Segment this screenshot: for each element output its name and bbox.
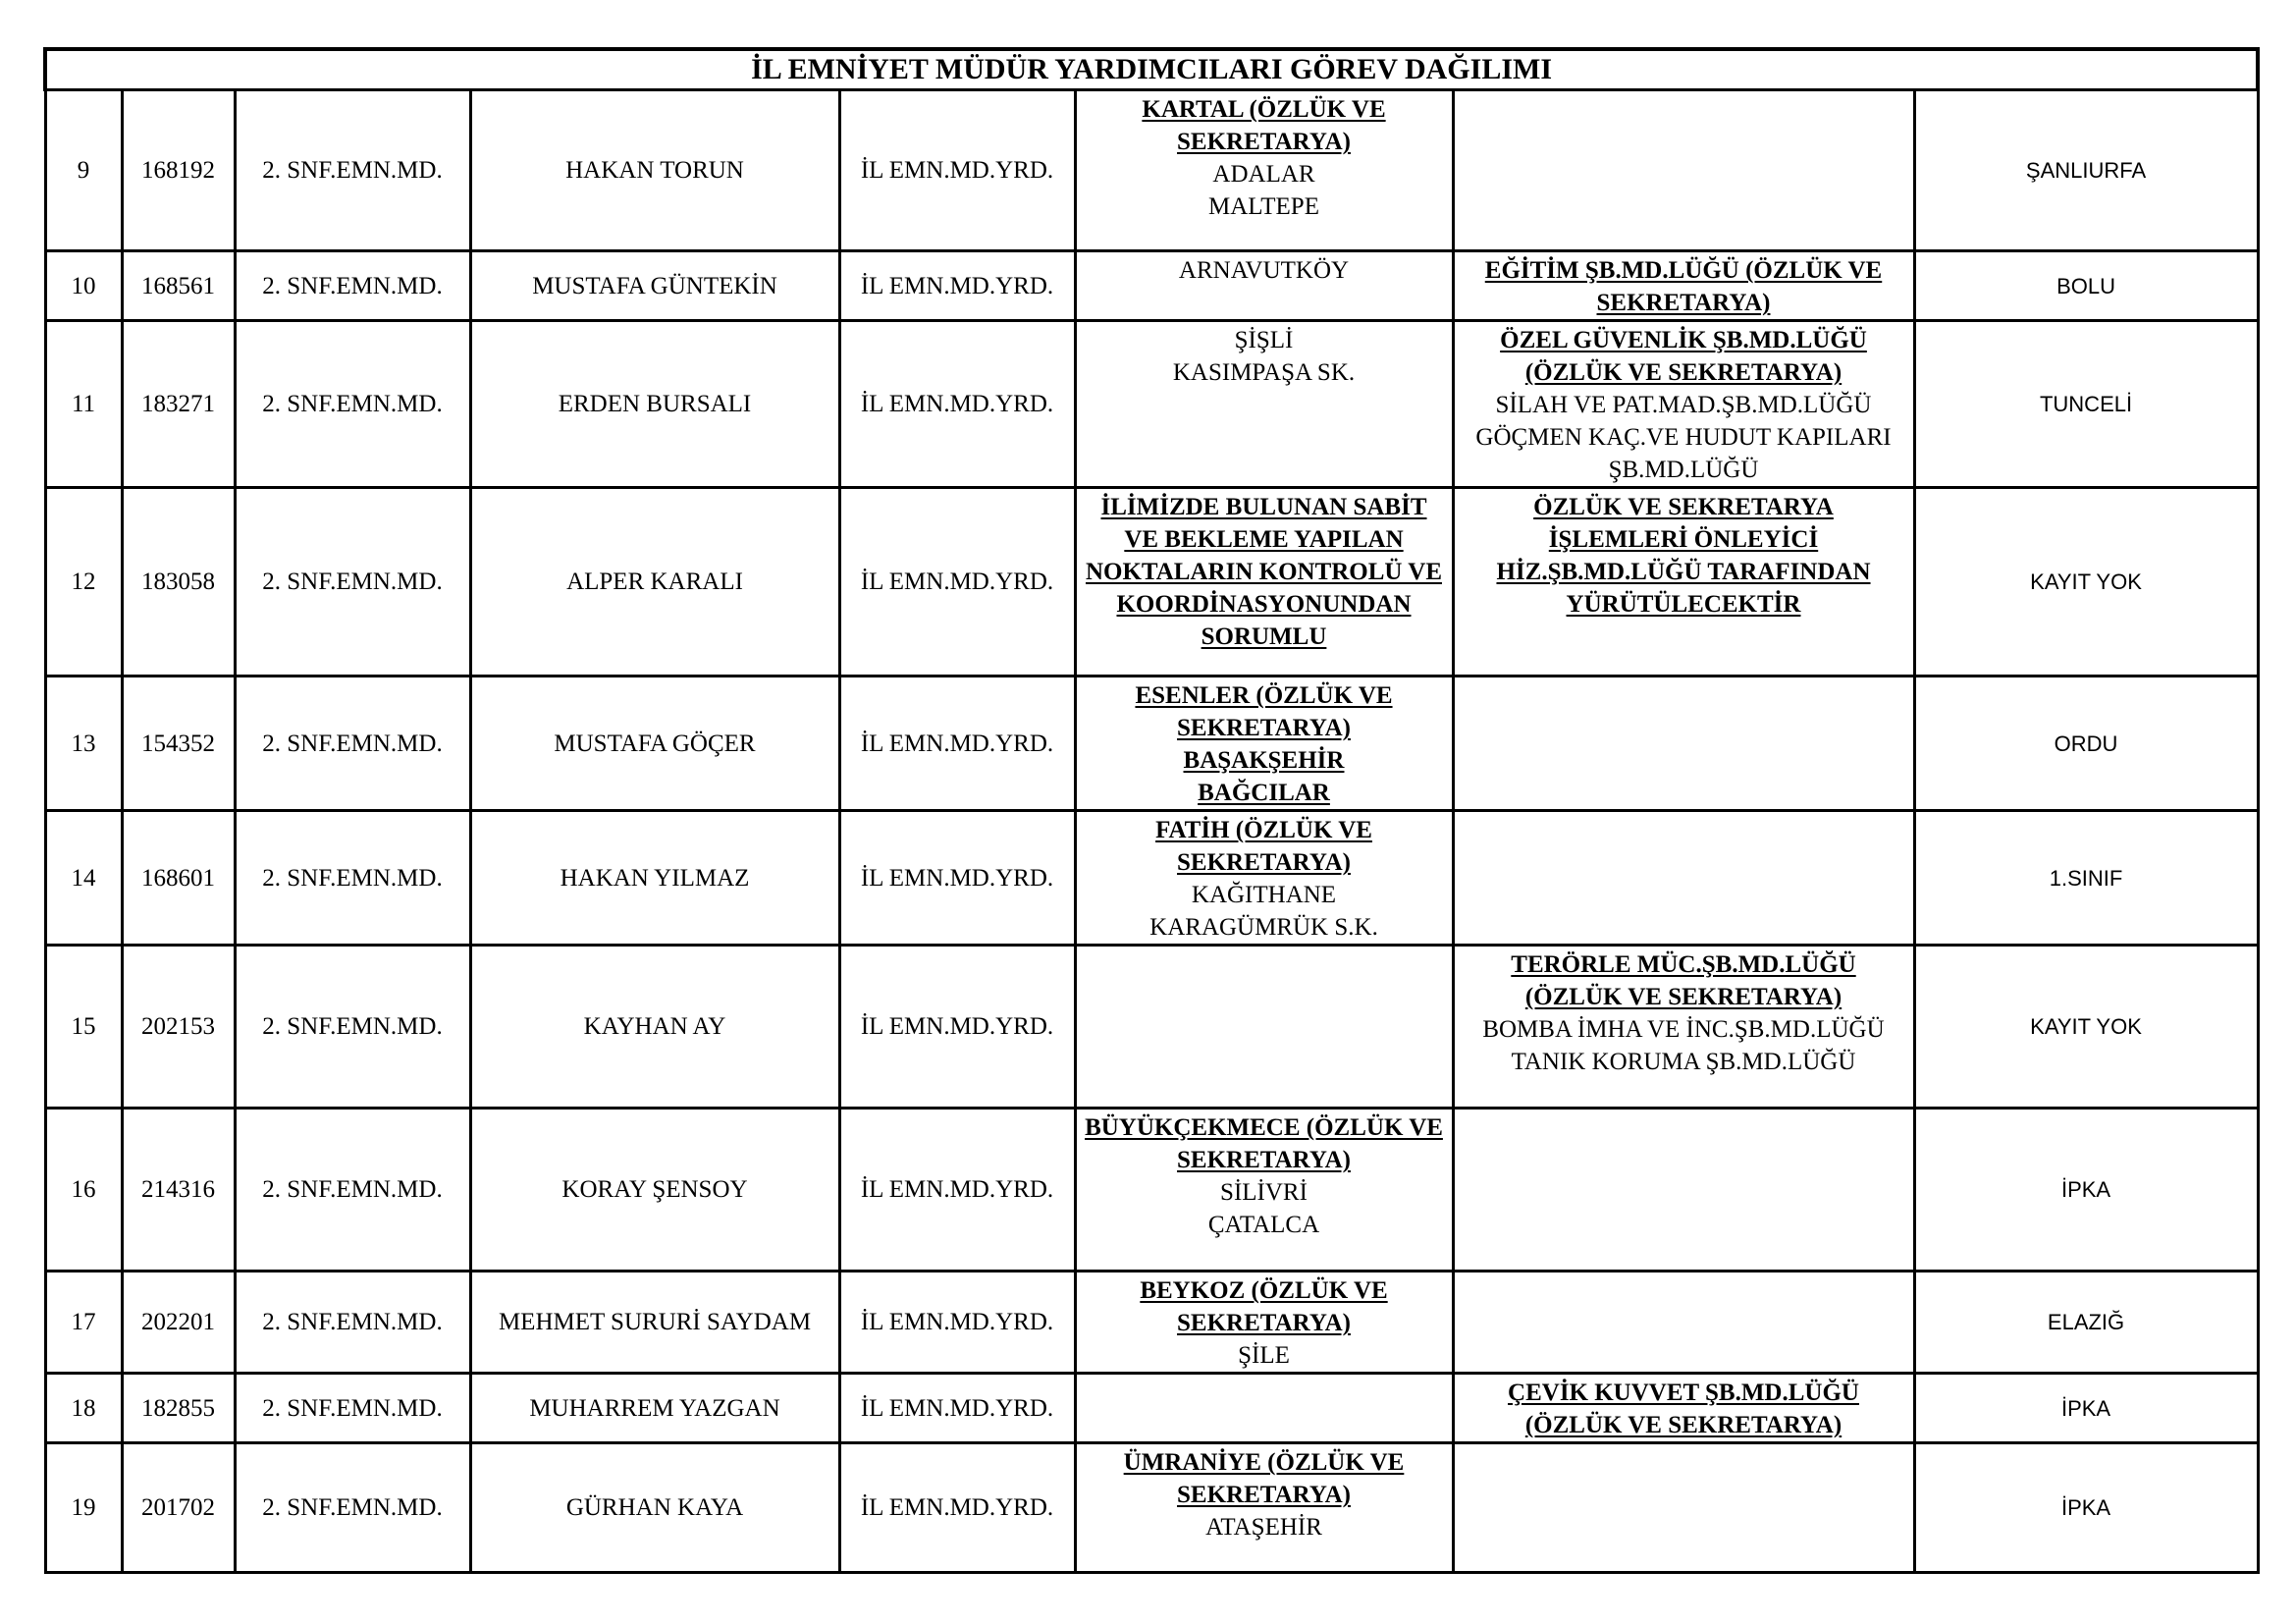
duty-line: BAĞCILAR	[1198, 780, 1330, 806]
row-number-cell: 11	[45, 321, 122, 488]
rank-cell: 2. SNF.EMN.MD.	[235, 1109, 470, 1272]
duty-line: FATİH (ÖZLÜK VE	[1155, 817, 1372, 843]
full-name-cell: ERDEN BURSALI	[470, 321, 839, 488]
duty-line: SİLAH VE PAT.MAD.ŞB.MD.LÜĞÜ	[1495, 392, 1872, 418]
previous-city-cell: İPKA	[1914, 1443, 2258, 1573]
duty-line: VE BEKLEME YAPILAN	[1124, 526, 1404, 553]
row-number-cell: 14	[45, 811, 122, 946]
branch-duties-cell	[1453, 321, 1914, 488]
row-number-cell: 18	[45, 1374, 122, 1443]
district-duties-cell	[1075, 1443, 1453, 1573]
district-duties-cell	[1075, 1374, 1453, 1443]
duty-line: YÜRÜTÜLECEKTİR	[1566, 591, 1801, 618]
duty-line: SEKRETARYA)	[1177, 715, 1351, 741]
duty-line: BEYKOZ (ÖZLÜK VE	[1140, 1277, 1388, 1304]
duty-line: İLİMİZDE BULUNAN SABİT	[1100, 494, 1427, 520]
duty-line: BAŞAKŞEHİR	[1183, 747, 1345, 774]
duty-line: ÇEVİK KUVVET ŞB.MD.LÜĞÜ	[1508, 1380, 1859, 1406]
position-cell: İL EMN.MD.YRD.	[839, 90, 1075, 251]
table-row	[45, 1109, 2258, 1272]
previous-city-cell: ORDU	[1914, 677, 2258, 811]
row-number-cell: 10	[45, 251, 122, 321]
duty-line: HİZ.ŞB.MD.LÜĞÜ TARAFINDAN	[1496, 559, 1871, 585]
district-duties-cell	[1075, 90, 1453, 251]
duty-line: KARTAL (ÖZLÜK VE	[1142, 96, 1386, 123]
full-name-cell: MUSTAFA GÜNTEKİN	[470, 251, 839, 321]
position-cell: İL EMN.MD.YRD.	[839, 1109, 1075, 1272]
duty-line: SİLİVRİ	[1220, 1179, 1308, 1206]
position-cell: İL EMN.MD.YRD.	[839, 1272, 1075, 1374]
rank-cell: 2. SNF.EMN.MD.	[235, 321, 470, 488]
position-cell: İL EMN.MD.YRD.	[839, 1374, 1075, 1443]
row-number-cell: 16	[45, 1109, 122, 1272]
district-duties-cell	[1075, 1109, 1453, 1272]
registry-number-cell: 182855	[122, 1374, 235, 1443]
position-cell: İL EMN.MD.YRD.	[839, 251, 1075, 321]
duty-line: NOKTALARIN KONTROLÜ VE	[1085, 559, 1442, 585]
district-duties-cell	[1075, 488, 1453, 677]
previous-city-cell: ELAZIĞ	[1914, 1272, 2258, 1374]
rank-cell: 2. SNF.EMN.MD.	[235, 251, 470, 321]
position-cell: İL EMN.MD.YRD.	[839, 321, 1075, 488]
full-name-cell: KORAY ŞENSOY	[470, 1109, 839, 1272]
table-body	[45, 49, 2258, 1573]
previous-city-cell: TUNCELİ	[1914, 321, 2258, 488]
duty-line: ADALAR	[1212, 161, 1315, 188]
full-name-cell: MEHMET SURURİ SAYDAM	[470, 1272, 839, 1374]
duty-line: (ÖZLÜK VE SEKRETARYA)	[1524, 359, 1842, 386]
table-row	[45, 811, 2258, 946]
position-cell: İL EMN.MD.YRD.	[839, 488, 1075, 677]
branch-duties-cell	[1453, 1109, 1914, 1272]
branch-duties-cell	[1453, 90, 1914, 251]
registry-number-cell: 183271	[122, 321, 235, 488]
table-row	[45, 1374, 2258, 1443]
district-duties-cell	[1075, 251, 1453, 321]
previous-city-cell: ŞANLIURFA	[1914, 90, 2258, 251]
row-number-cell: 19	[45, 1443, 122, 1573]
duty-line: ÖZEL GÜVENLİK ŞB.MD.LÜĞÜ	[1500, 327, 1867, 353]
registry-number-cell: 168601	[122, 811, 235, 946]
duty-line: KASIMPAŞA SK.	[1172, 359, 1356, 386]
duty-line: KOORDİNASYONUNDAN	[1116, 591, 1412, 618]
branch-duties-cell	[1453, 488, 1914, 677]
table-row	[45, 1272, 2258, 1374]
duty-line: BOMBA İMHA VE İNC.ŞB.MD.LÜĞÜ	[1482, 1016, 1885, 1043]
duty-line: KAĞITHANE	[1191, 882, 1337, 908]
registry-number-cell: 202153	[122, 946, 235, 1109]
duty-line: ÇATALCA	[1207, 1212, 1320, 1238]
registry-number-cell: 168192	[122, 90, 235, 251]
full-name-cell: MUSTAFA GÖÇER	[470, 677, 839, 811]
duty-line: ŞİŞLİ	[1234, 327, 1294, 353]
position-cell: İL EMN.MD.YRD.	[839, 811, 1075, 946]
previous-city-cell: İPKA	[1914, 1109, 2258, 1272]
registry-number-cell: 168561	[122, 251, 235, 321]
full-name-cell: KAYHAN AY	[470, 946, 839, 1109]
duty-line: (ÖZLÜK VE SEKRETARYA)	[1524, 984, 1842, 1010]
position-cell: İL EMN.MD.YRD.	[839, 677, 1075, 811]
row-number-cell: 17	[45, 1272, 122, 1374]
rank-cell: 2. SNF.EMN.MD.	[235, 488, 470, 677]
branch-duties-cell	[1453, 1443, 1914, 1573]
duty-line: ŞB.MD.LÜĞÜ	[1608, 457, 1759, 483]
table-row	[45, 90, 2258, 251]
duty-line: SEKRETARYA)	[1177, 1482, 1351, 1508]
district-duties-cell	[1075, 1272, 1453, 1374]
duty-line: KARAGÜMRÜK S.K.	[1149, 914, 1378, 941]
rank-cell: 2. SNF.EMN.MD.	[235, 946, 470, 1109]
duty-line: SORUMLU	[1201, 623, 1327, 650]
table-row	[45, 251, 2258, 321]
full-name-cell: GÜRHAN KAYA	[470, 1443, 839, 1573]
branch-duties-cell	[1453, 946, 1914, 1109]
document-title: İL EMNİYET MÜDÜR YARDIMCILARI GÖREV DAĞILIMI	[45, 49, 2258, 90]
duty-line: ŞİLE	[1238, 1342, 1290, 1369]
duty-line: SEKRETARYA)	[1177, 849, 1351, 876]
rank-cell: 2. SNF.EMN.MD.	[235, 90, 470, 251]
previous-city-cell: KAYIT YOK	[1914, 488, 2258, 677]
position-cell: İL EMN.MD.YRD.	[839, 946, 1075, 1109]
duty-line: ÖZLÜK VE SEKRETARYA	[1533, 494, 1834, 520]
district-duties-cell	[1075, 811, 1453, 946]
duty-line: ARNAVUTKÖY	[1178, 257, 1350, 284]
duty-line: MALTEPE	[1208, 193, 1319, 220]
full-name-cell: HAKAN YILMAZ	[470, 811, 839, 946]
duty-line: ESENLER (ÖZLÜK VE	[1135, 682, 1393, 709]
previous-city-cell: 1.SINIF	[1914, 811, 2258, 946]
branch-duties-cell	[1453, 251, 1914, 321]
duty-line: İŞLEMLERİ ÖNLEYİCİ	[1548, 526, 1819, 553]
table-row	[45, 677, 2258, 811]
row-number-cell: 12	[45, 488, 122, 677]
branch-duties-cell	[1453, 677, 1914, 811]
row-number-cell: 9	[45, 90, 122, 251]
previous-city-cell: KAYIT YOK	[1914, 946, 2258, 1109]
duty-line: ÜMRANİYE (ÖZLÜK VE	[1123, 1449, 1405, 1476]
rank-cell: 2. SNF.EMN.MD.	[235, 1443, 470, 1573]
district-duties-cell	[1075, 321, 1453, 488]
full-name-cell: ALPER KARALI	[470, 488, 839, 677]
table-row	[45, 488, 2258, 677]
duty-line: (ÖZLÜK VE SEKRETARYA)	[1524, 1412, 1842, 1438]
row-number-cell: 13	[45, 677, 122, 811]
registry-number-cell: 183058	[122, 488, 235, 677]
branch-duties-cell	[1453, 811, 1914, 946]
rank-cell: 2. SNF.EMN.MD.	[235, 677, 470, 811]
registry-number-cell: 214316	[122, 1109, 235, 1272]
title-row	[45, 49, 2258, 90]
duty-line: ATAŞEHİR	[1205, 1514, 1322, 1541]
registry-number-cell: 202201	[122, 1272, 235, 1374]
district-duties-cell	[1075, 946, 1453, 1109]
duty-line: SEKRETARYA)	[1177, 1147, 1351, 1173]
registry-number-cell: 154352	[122, 677, 235, 811]
duty-line: SEKRETARYA)	[1596, 290, 1771, 316]
duty-line: TERÖRLE MÜC.ŞB.MD.LÜĞÜ	[1511, 951, 1856, 978]
row-number-cell: 15	[45, 946, 122, 1109]
registry-number-cell: 201702	[122, 1443, 235, 1573]
rank-cell: 2. SNF.EMN.MD.	[235, 1374, 470, 1443]
previous-city-cell: İPKA	[1914, 1374, 2258, 1443]
duty-line: TANIK KORUMA ŞB.MD.LÜĞÜ	[1511, 1049, 1856, 1075]
table-row	[45, 946, 2258, 1109]
duty-line: SEKRETARYA)	[1177, 129, 1351, 155]
table-row	[45, 1443, 2258, 1573]
rank-cell: 2. SNF.EMN.MD.	[235, 811, 470, 946]
branch-duties-cell	[1453, 1374, 1914, 1443]
duty-assignment-table	[43, 47, 2260, 1574]
position-cell: İL EMN.MD.YRD.	[839, 1443, 1075, 1573]
district-duties-cell	[1075, 677, 1453, 811]
duty-line: EĞİTİM ŞB.MD.LÜĞÜ (ÖZLÜK VE	[1484, 257, 1883, 284]
full-name-cell: MUHARREM YAZGAN	[470, 1374, 839, 1443]
duty-line: GÖÇMEN KAÇ.VE HUDUT KAPILARI	[1475, 424, 1892, 451]
table-row	[45, 321, 2258, 488]
rank-cell: 2. SNF.EMN.MD.	[235, 1272, 470, 1374]
duty-line: BÜYÜKÇEKMECE (ÖZLÜK VE	[1085, 1114, 1443, 1141]
previous-city-cell: BOLU	[1914, 251, 2258, 321]
duty-line: SEKRETARYA)	[1177, 1310, 1351, 1336]
branch-duties-cell	[1453, 1272, 1914, 1374]
full-name-cell: HAKAN TORUN	[470, 90, 839, 251]
